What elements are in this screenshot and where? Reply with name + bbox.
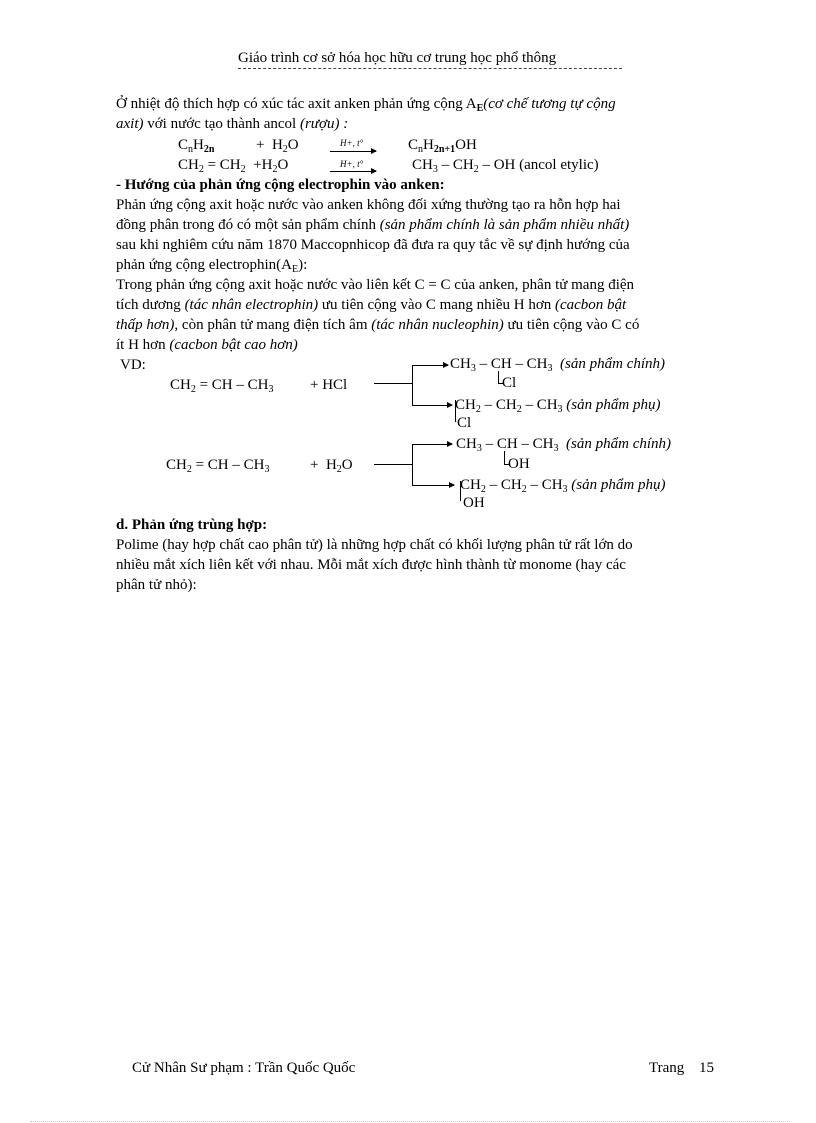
para2-line-2 <box>116 296 626 315</box>
ex2-reactant: $CH_2$ = CH – $CH_3$ <box>166 457 270 475</box>
para2-text-d: ưu tiên cộng vào C có <box>503 317 640 333</box>
para2-text-b: ưu tiên cộng vào C mang nhiều H hơn <box>318 297 555 313</box>
ex2-main-label: (sản phẩm chính) <box>566 436 672 452</box>
intro-italic: (cơ chế tương tự cộng <box>483 96 616 112</box>
ex1-main-product: $CH_3$ – CH – $CH_3$ (sản phẩm chính) <box>450 356 666 374</box>
footer-page-number: 15 <box>699 1060 714 1076</box>
para2-text-e: ít H hơn <box>116 337 170 353</box>
ex2-main-product: $CH_3$ – CH – $CH_3$ (sản phẩm chính) <box>456 436 672 454</box>
ex2-main-substituent: OH <box>508 456 530 472</box>
ex1-main-label: (sản phẩm chính) <box>560 356 666 372</box>
ex1-reagent: + HCl <box>310 377 348 393</box>
intro-text: Ở nhiệt độ thích hợp có xúc tác axit anken phản ứng cộng A <box>116 96 477 112</box>
eq1-plus-water: + $H_2O$ <box>256 137 299 155</box>
section-title-orientation: - Hướng của phản ứng cộng electrophin vào anken: <box>116 177 445 193</box>
ex2-branch-stem <box>374 464 412 465</box>
para2-italic-c: thấp hơn) <box>116 317 175 333</box>
eq1-reactant: $C_nH_{2n}$ <box>178 137 215 155</box>
ex2-side-product: $CH_2 - CH_2 - CH_3$ (sản phẩm phụ) <box>460 477 666 495</box>
intro-line-2 <box>116 115 348 134</box>
ex1-side-product: $CH_2 - CH_2 - CH_3$ (sản phẩm phụ) <box>455 397 661 415</box>
ex1-side-label: (sản phẩm phụ) <box>566 397 661 413</box>
eq2-product: $CH_3 - CH_2$ – OH (ancol etylic) <box>412 157 599 175</box>
para3-line-1: Polime (hay hợp chất cao phân tử) là những hợp chất có khối lượng phân tử rất lớn do <box>116 537 633 553</box>
para1-line-2 <box>116 216 629 235</box>
para3-line-2: nhiều mắt xích liên kết với nhau. Mỗi mắt xích được hình thành từ monome (hay các <box>116 557 626 573</box>
eq2-arrow <box>330 171 376 172</box>
eq1-arrow <box>330 151 376 152</box>
header-divider <box>238 68 622 69</box>
page-header: Giáo trình cơ sở hóa học hữu cơ trung học phổ thông <box>238 50 557 66</box>
para2-text-c: , còn phân tử mang điện tích âm <box>174 317 372 333</box>
intro-subscript: E <box>476 103 484 114</box>
intro-text-2: với nước tạo thành ancol <box>143 116 300 132</box>
ex1-reactant: $CH_2$ = CH – $CH_3$ <box>170 377 274 395</box>
para2-line-1: Trong phản ứng cộng axit hoặc nước vào liên kết C = C của anken, phân tử mang điện <box>116 277 635 293</box>
para2-line-4 <box>116 336 298 355</box>
para1-text-4: phản ứng cộng electrophin(A <box>116 257 292 273</box>
ex1-side-substituent: Cl <box>457 415 472 431</box>
footer-divider <box>30 1121 790 1122</box>
ex2-branch-vertical <box>412 444 413 485</box>
para1-text-4b: ): <box>298 257 308 273</box>
ex2-side-substituent: OH <box>463 495 485 511</box>
para2-text: tích dương <box>116 297 185 313</box>
section-title-polymerization: d. Phản ứng trùng hợp: <box>116 517 268 533</box>
intro-italic-2: axit) <box>116 116 144 132</box>
example-label: VD: <box>120 357 146 373</box>
ex1-arrow-main <box>412 365 448 366</box>
ex2-arrow-main <box>412 444 452 445</box>
ex1-arrow-side <box>412 405 452 406</box>
ex2-reagent: + $H_2O$ <box>310 457 353 475</box>
intro-italic-3: (rượu) : <box>299 116 349 132</box>
ex2-side-label: (sản phẩm phụ) <box>571 477 666 493</box>
para3-line-3: phân tử nhỏ): <box>116 577 197 593</box>
para1-line-1: Phản ứng cộng axit hoặc nước vào anken không đối xứng thường tạo ra hỗn hợp hai <box>116 197 621 213</box>
ex1-main-substituent: Cl <box>502 375 517 391</box>
eq1-product: $C_nH_{2n+1}OH$ <box>408 137 477 155</box>
eq2-condition: H+, t° <box>340 159 364 169</box>
para1-italic: (sản phẩm chính là sản phẩm nhiều nhất) <box>379 217 630 233</box>
para2-line-3 <box>116 316 639 335</box>
para2-italic: (tác nhân electrophin) <box>184 297 319 313</box>
para1-text: đồng phân trong đó có một sản phẩm chính <box>116 217 380 233</box>
eq2-reactant: $CH_2 = CH_2 +H_2O$ <box>178 157 289 175</box>
footer-author: Cử Nhân Sư phạm : Trần Quốc Quốc <box>132 1060 356 1076</box>
para2-italic-e: (cacbon bật cao hơn) <box>169 337 298 353</box>
ex2-arrow-side <box>412 485 454 486</box>
footer-page-label: Trang <box>649 1060 685 1076</box>
para1-subscript: E <box>292 264 299 275</box>
ex1-branch-stem <box>374 383 412 384</box>
para2-italic-b: (cacbon bật <box>555 297 627 313</box>
para2-italic-d: (tác nhân nucleophin) <box>371 317 504 333</box>
para1-line-3: sau khi nghiêm cứu năm 1870 Maccopnhicop đã đưa ra quy tắc về sự định hướng của <box>116 237 630 253</box>
ex1-branch-vertical <box>412 365 413 405</box>
eq1-condition: H+, t° <box>340 138 364 148</box>
